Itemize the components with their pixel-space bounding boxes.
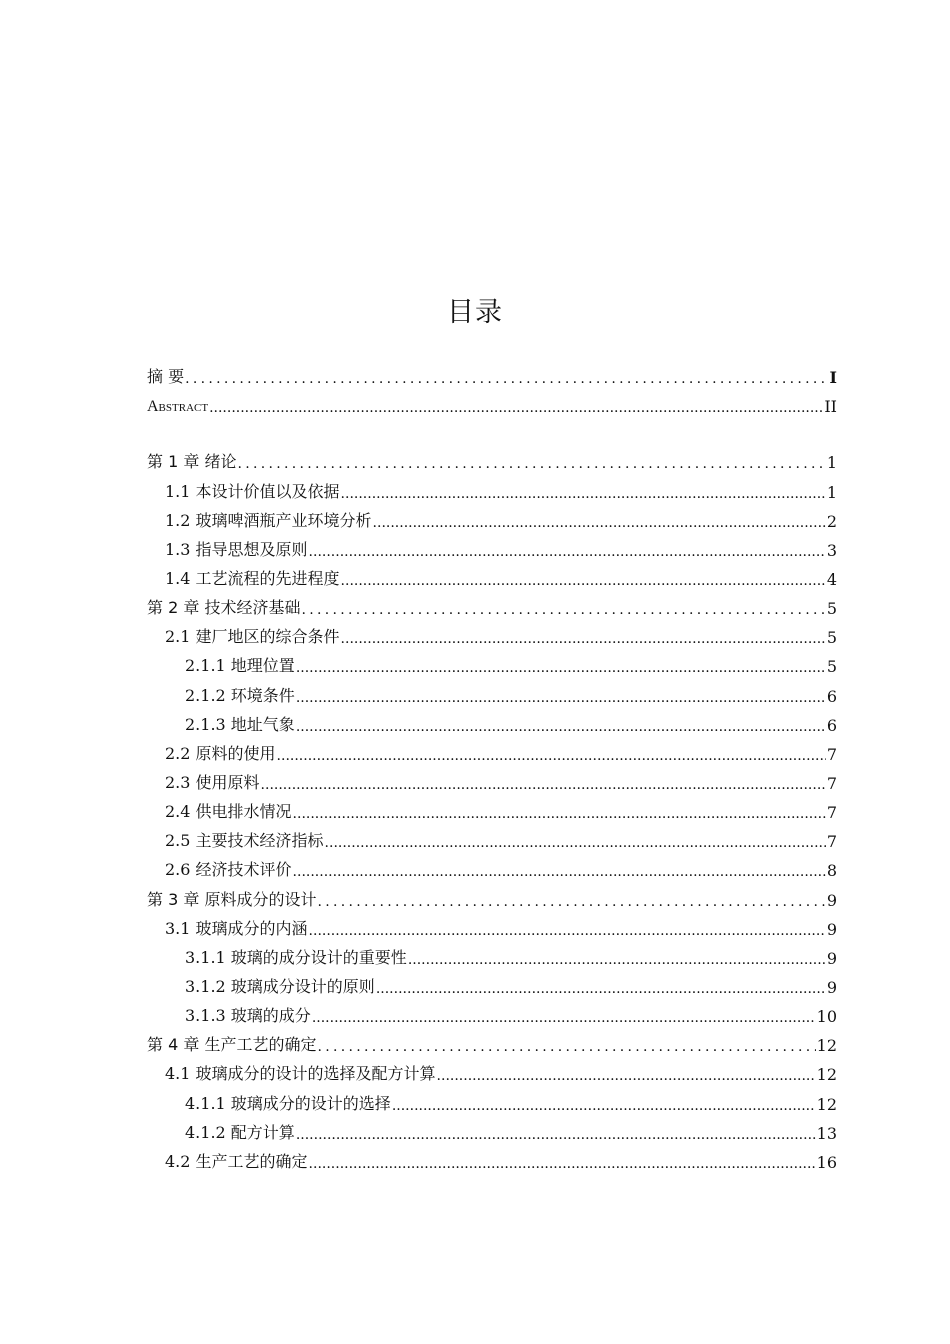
toc-section-entry[interactable] — [147, 535, 837, 564]
toc-entry-label: 4.2 生产工艺的确定 — [165, 1151, 308, 1171]
toc-entry-label: 2.5 主要技术经济指标 — [165, 831, 324, 851]
toc-dot-leader — [277, 748, 826, 764]
toc-page-number: 3 — [826, 540, 837, 560]
toc-page-number: 9 — [826, 919, 837, 939]
toc-section-entry[interactable] — [147, 768, 837, 797]
toc-entry-label: 2.6 经济技术评价 — [165, 860, 292, 880]
toc-entry-label: 2.1.1 地理位置 — [185, 656, 295, 676]
page-title: 目录 — [447, 297, 503, 328]
toc-page-number: 8 — [826, 861, 837, 881]
toc-entry-label: 2.1.3 地址气象 — [185, 714, 295, 734]
toc-dot-leader — [341, 631, 826, 647]
toc-entry-label: 第 3 章 原料成分的设计 — [147, 889, 317, 909]
toc-page-number: 7 — [826, 744, 837, 764]
toc-dot-leader — [437, 1068, 816, 1084]
toc-dot-leader — [296, 690, 826, 706]
toc-page-number: 13 — [816, 1123, 837, 1143]
toc-page-number: 12 — [816, 1036, 837, 1056]
toc-chapter-entry[interactable] — [147, 1030, 837, 1059]
toc-section-entry[interactable] — [147, 739, 837, 768]
toc-section-entry[interactable] — [147, 972, 837, 1001]
toc-dot-leader — [309, 544, 826, 560]
toc-chapter-entry[interactable] — [147, 884, 837, 913]
toc-entry-label: 2.3 使用原料 — [165, 772, 260, 792]
toc-dot-leader — [296, 719, 826, 735]
toc-page-number: 16 — [816, 1152, 837, 1172]
toc-dot-leader — [341, 573, 826, 589]
toc-dot-leader — [408, 952, 826, 968]
toc-page-number: 5 — [826, 599, 837, 619]
toc-section-entry[interactable] — [147, 826, 837, 855]
toc-page-number: 4 — [826, 569, 837, 589]
toc-entry-label: 2.1 建厂地区的综合条件 — [165, 627, 340, 647]
toc-dot-leader — [301, 602, 825, 618]
toc-entry-label: 3.1 玻璃成分的内涵 — [165, 918, 308, 938]
toc-page-number: 9 — [826, 890, 837, 910]
toc-dot-leader — [209, 400, 823, 416]
toc-page-number: 1 — [826, 482, 837, 502]
toc-dot-leader — [309, 923, 826, 939]
toc-entry-label: 1.3 指导思想及原则 — [165, 539, 308, 559]
toc-dot-leader — [341, 486, 826, 502]
toc-section-entry[interactable] — [147, 680, 837, 709]
toc-section-entry[interactable] — [147, 564, 837, 593]
toc-dot-leader — [376, 981, 826, 997]
toc-section-entry[interactable] — [147, 476, 837, 505]
toc-page-number: 9 — [826, 977, 837, 997]
toc-dot-leader — [237, 456, 825, 472]
toc-page-number: 7 — [826, 832, 837, 852]
toc-section-entry[interactable] — [147, 1118, 837, 1147]
toc-page-number: 1 — [826, 453, 837, 473]
toc-page-number: 12 — [816, 1065, 837, 1085]
toc-page-number: II — [824, 397, 837, 417]
toc-section-entry[interactable] — [147, 1147, 837, 1176]
toc-entry-label: 第 1 章 绪论 — [147, 452, 237, 472]
toc-dot-leader — [373, 515, 826, 531]
toc-entry-label: 摘 要 — [147, 367, 185, 387]
toc-dot-leader — [296, 1127, 816, 1143]
toc-page-number: 2 — [826, 511, 837, 531]
toc-entry-label: 2.4 供电排水情况 — [165, 802, 292, 822]
toc-page-number: 6 — [826, 686, 837, 706]
toc-entry-label: 2.1.2 环境条件 — [185, 685, 295, 705]
toc-dot-leader — [261, 777, 826, 793]
toc-section-entry[interactable] — [147, 914, 837, 943]
toc-chapter-entry[interactable] — [147, 362, 837, 391]
toc-page-number: 5 — [826, 657, 837, 677]
toc-section-entry[interactable] — [147, 506, 837, 535]
toc-page-number: 10 — [816, 1007, 837, 1027]
toc-dot-leader — [392, 1098, 816, 1114]
toc-dot-leader — [296, 660, 826, 676]
toc-section-entry[interactable] — [147, 1088, 837, 1117]
toc-entry-label: 3.1.2 玻璃成分设计的原则 — [185, 976, 375, 996]
toc-dot-leader — [325, 835, 826, 851]
toc-dot-leader — [317, 1039, 815, 1055]
toc-page-number: I — [829, 368, 837, 388]
toc-dot-leader — [185, 371, 828, 387]
toc-section-entry[interactable] — [147, 943, 837, 972]
toc-page-number: 12 — [816, 1094, 837, 1114]
toc-entry-label: 第 4 章 生产工艺的确定 — [147, 1035, 317, 1055]
toc-page-number: 5 — [826, 628, 837, 648]
toc-section-entry[interactable] — [147, 651, 837, 680]
toc-chapter-entry[interactable] — [147, 391, 837, 420]
toc-entry-label: 3.1.1 玻璃的成分设计的重要性 — [185, 947, 407, 967]
toc-dot-leader — [312, 1010, 816, 1026]
toc-dot-leader — [293, 864, 826, 880]
toc-entry-label: 1.1 本设计价值以及依据 — [165, 481, 340, 501]
toc-dot-leader — [293, 806, 826, 822]
toc-entry-label: 3.1.3 玻璃的成分 — [185, 1006, 311, 1026]
toc-page-number: 9 — [826, 948, 837, 968]
toc-dot-leader — [309, 1156, 816, 1172]
toc-entry-label: 1.4 工艺流程的先进程度 — [165, 568, 340, 588]
toc-entry-label: 1.2 玻璃啤酒瓶产业环境分析 — [165, 510, 372, 530]
table-of-contents — [147, 362, 837, 1176]
toc-section-entry[interactable] — [147, 1001, 837, 1030]
toc-page-number: 7 — [826, 803, 837, 823]
toc-entry-label: 第 2 章 技术经济基础 — [147, 598, 301, 618]
toc-entry-label: 4.1 玻璃成分的设计的选择及配方计算 — [165, 1064, 436, 1084]
toc-dot-leader — [317, 894, 825, 910]
toc-page-number: 6 — [826, 715, 837, 735]
toc-section-entry[interactable] — [147, 710, 837, 739]
toc-section-entry[interactable] — [147, 855, 837, 884]
toc-section-entry[interactable] — [147, 1059, 837, 1088]
toc-section-entry[interactable] — [147, 797, 837, 826]
toc-entry-label: 2.2 原料的使用 — [165, 743, 276, 763]
toc-chapter-entry[interactable] — [147, 447, 837, 476]
toc-entry-label: 4.1.2 配方计算 — [185, 1122, 295, 1142]
toc-page-number: 7 — [826, 773, 837, 793]
toc-section-entry[interactable] — [147, 622, 837, 651]
toc-chapter-entry[interactable] — [147, 593, 837, 622]
toc-entry-label: 4.1.1 玻璃成分的设计的选择 — [185, 1093, 391, 1113]
toc-entry-label: Abstract — [147, 398, 209, 416]
